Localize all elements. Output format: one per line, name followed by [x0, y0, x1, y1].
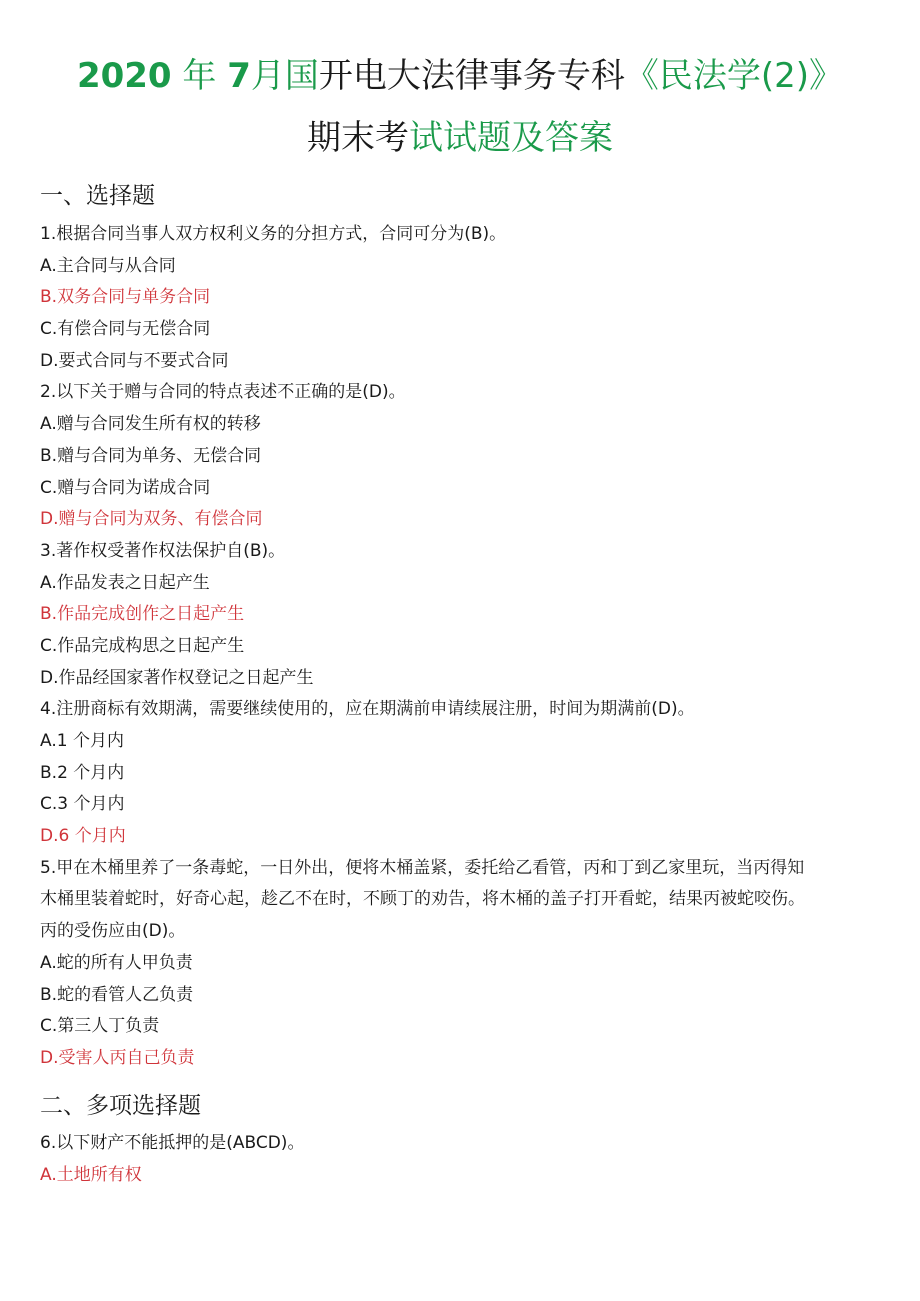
- question-line: C.有偿合同与无偿合同: [40, 319, 211, 340]
- answer-line: A.土地所有权: [40, 1164, 142, 1185]
- question-line: D.要式合同与不要式合同: [40, 350, 229, 371]
- answer-line: B.双务合同与单务合同: [40, 287, 211, 308]
- question-line: 丙的受伤应由(D)。: [40, 921, 186, 942]
- title2-green: 试试题及答案: [409, 118, 613, 158]
- question-line: B.2 个月内: [40, 762, 125, 783]
- question-line: 5.甲在木桶里养了一条毒蛇，一日外出，便将木桶盖紧，委托给乙看管，丙和丁到乙家里玩，当丙得知: [40, 857, 805, 878]
- question-line: C.3 个月内: [40, 794, 125, 815]
- section-heading-single-choice: 一、选择题: [40, 183, 155, 209]
- question-list-single-choice: [40, 219, 890, 1075]
- question-line: B.赠与合同为单务、无偿合同: [40, 445, 262, 466]
- question-line: 4.注册商标有效期满，需要继续使用的，应在期满前申请续展注册，时间为期满前(D)。: [40, 699, 695, 720]
- question-line: D.作品经国家著作权登记之日起产生: [40, 667, 314, 688]
- title-yue: 月国: [250, 56, 319, 96]
- question-line: 3.著作权受著作权法保护自(B)。: [40, 540, 286, 561]
- title-year: 2020: [76, 56, 172, 96]
- answer-line: D.受害人丙自己负责: [40, 1047, 195, 1068]
- answer-line: D.6 个月内: [40, 826, 126, 847]
- title-nian: 年: [182, 56, 217, 96]
- document-title-line1: [0, 50, 920, 102]
- question-line: C.第三人丁负责: [40, 1016, 160, 1037]
- question-line: A.主合同与从合同: [40, 255, 176, 276]
- question-line: B.蛇的看管人乙负责: [40, 984, 194, 1005]
- question-line: 6.以下财产不能抵押的是(ABCD)。: [40, 1133, 305, 1153]
- answer-line: D.赠与合同为双务、有偿合同: [40, 509, 263, 530]
- question-line: C.赠与合同为诺成合同: [40, 477, 211, 498]
- question-line: 2.以下关于赠与合同的特点表述不正确的是(D)。: [40, 382, 406, 403]
- title-course: 《民法学(2)》: [624, 56, 844, 96]
- section-heading-multiple-choice: 二、多项选择题: [40, 1093, 201, 1119]
- question-line: C.作品完成构思之日起产生: [40, 635, 245, 656]
- answer-line: B.作品完成创作之日起产生: [40, 604, 245, 625]
- question-line: A.1 个月内: [40, 731, 124, 751]
- question-line: A.蛇的所有人甲负责: [40, 952, 193, 973]
- question-line: A.作品发表之日起产生: [40, 572, 210, 593]
- question-list-multiple-choice: [40, 1128, 890, 1191]
- question-line: 木桶里装着蛇时，好奇心起，趁乙不在时，不顾丁的劝告，将木桶的盖子打开看蛇，结果丙被蛇咬伤。: [40, 889, 805, 910]
- document-title-line2: [0, 112, 920, 164]
- question-line: 1.根据合同当事人双方权利义务的分担方式，合同可分为(B)。: [40, 224, 507, 244]
- title2-black: 期末考: [307, 118, 409, 158]
- title-rest: 开电大法律事务专科: [318, 56, 625, 96]
- title-month: 7: [227, 56, 251, 96]
- question-line: A.赠与合同发生所有权的转移: [40, 414, 261, 435]
